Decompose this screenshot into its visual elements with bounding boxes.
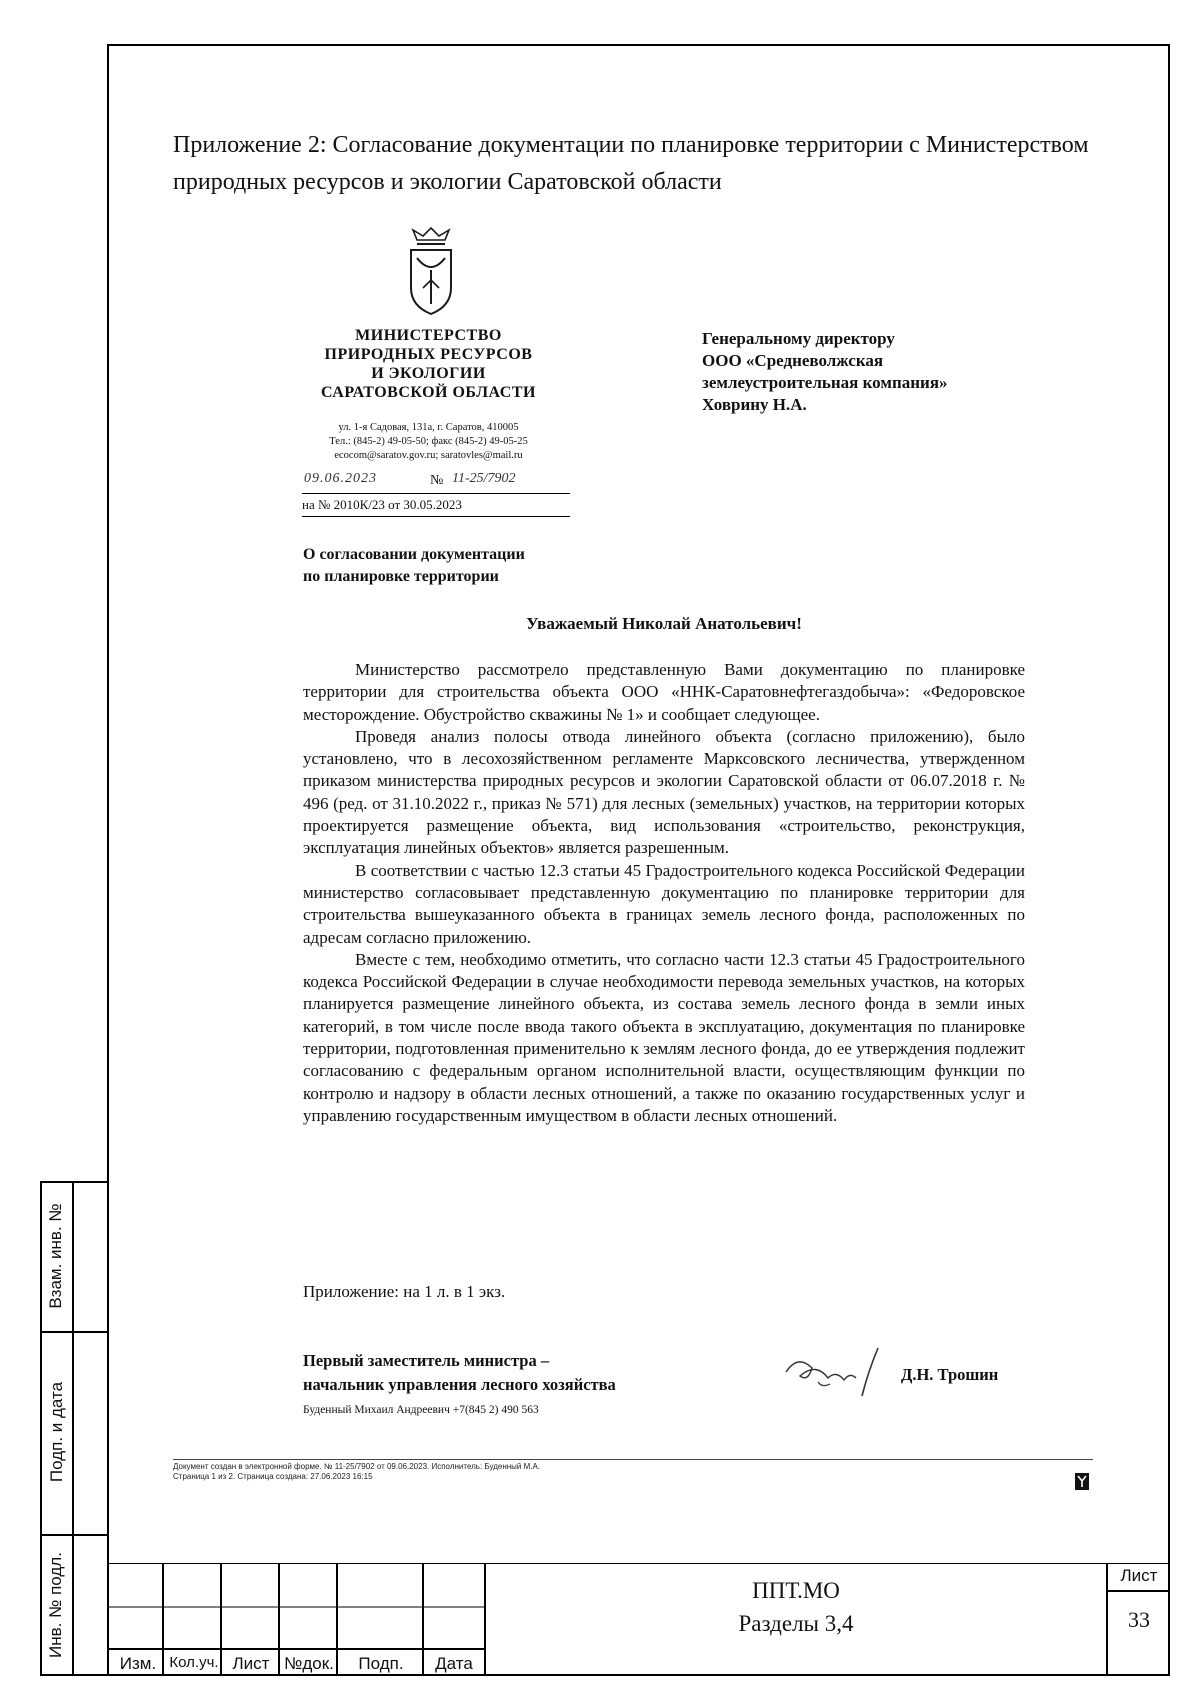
signatory-line: начальник управления лесного хозяйства (303, 1375, 616, 1394)
stamp-col-podp: Подп. (358, 1654, 404, 1673)
attachment-note: Приложение: на 1 л. в 1 экз. (303, 1282, 506, 1301)
footer-line: Документ создан в электронной форме. № 11-25/7902 от 09.06.2023. Исполнитель: Буденный М.А. (173, 1462, 541, 1471)
handwritten-signature (778, 1342, 898, 1404)
recipient-block (702, 328, 1022, 416)
recipient-line: землеустроительная компания» (702, 373, 948, 392)
ministry-address (296, 421, 561, 463)
ministry-line: САРАТОВСКОЙ ОБЛАСТИ (321, 384, 536, 401)
outgoing-date: 09.06.2023 (304, 471, 377, 486)
appendix-title: Приложение 2: Согласование документации по планировке территории с Министерством природных ресурсов и экологии Саратовской области (173, 132, 1089, 195)
stamp-col-list: Лист (232, 1654, 270, 1673)
podp-data-label: Подп. и дата (47, 1381, 66, 1483)
electronic-doc-footer (173, 1462, 873, 1482)
ministry-header (296, 326, 561, 402)
letter-greeting: Уважаемый Николай Анатольевич! (526, 614, 802, 633)
vzam-inv-label: Взам. инв. № (46, 1203, 65, 1309)
outgoing-number: 11-25/7902 (452, 471, 516, 486)
body-paragraph: В соответствии с частью 12.3 статьи 45 Градостроительного кодекса Российской Федерации министерство согласовывает представленную документацию по планировке территории для строительства вышеуказанного объекта в границах земель лесного фонда, расположенных по адресам согласно приложению. (303, 860, 1025, 947)
subject-line: О согласовании документации (303, 546, 525, 563)
barcode-marker-icon (1075, 1473, 1089, 1490)
side-strip-inner-line (72, 1181, 74, 1676)
executor-contact: Буденный Михаил Андреевич +7(845 2) 490 563 (303, 1404, 539, 1416)
footer-rule (173, 1459, 1093, 1460)
subject-line: по планировке территории (303, 568, 499, 585)
letter-subject (303, 544, 643, 588)
address-line: ул. 1-я Садовая, 131а, г. Саратов, 410005 (338, 422, 519, 433)
outgoing-no-label: № (430, 473, 444, 488)
recipient-line: Ховрину Н.А. (702, 395, 807, 414)
side-strip-divider (40, 1331, 109, 1333)
stamp-col-izm: Изм. (119, 1654, 157, 1673)
ministry-line: И ЭКОЛОГИИ (371, 365, 486, 382)
stamp-col-data: Дата (435, 1654, 473, 1673)
document-code: ППТ.МО (752, 1578, 840, 1603)
side-strip-left-border (40, 1181, 42, 1676)
footer-line: Страница 1 из 2. Страница создана: 27.06.2023 16:15 (173, 1472, 373, 1481)
sheet-number: 33 (1128, 1607, 1150, 1632)
ministry-line: ПРИРОДНЫХ РЕСУРСОВ (324, 346, 533, 363)
coat-of-arms-icon (403, 226, 459, 316)
stamp-col-kolich: Кол.уч. (169, 1654, 219, 1671)
side-strip-divider (40, 1534, 109, 1536)
recipient-line: ООО «Средневолжская (702, 351, 884, 370)
reply-reference: на № 2010К/23 от 30.05.2023 (302, 497, 570, 517)
ministry-line: МИНИСТЕРСТВО (355, 327, 502, 344)
outgoing-reg-line (302, 471, 570, 494)
stamp-col-ndok: №док. (284, 1654, 334, 1673)
body-paragraph: Проведя анализ полосы отвода линейного объекта (согласно приложению), было установлено, что в лесохозяйственном регламенте Марксовского лесничества, утвержденном приказом министерства природных ресурсов и экологии Саратовской области от 06.07.2018 г. № 496 (ред. от 31.10.2022 г., приказ № 571) для лесных (земельных) участков, на территории которых проектируется размещение объекта, вид использования «строительство, реконструкция, эксплуатация линейных объектов» является разрешенным. (303, 726, 1025, 858)
signatory-name: Д.Н. Трошин (901, 1365, 999, 1384)
body-paragraph: Вместе с тем, необходимо отметить, что согласно части 12.3 статьи 45 Градостроительного кодекса Российской Федерации в случае необходимости перевода земельных участков, на которых планируется размещение линейного объекта, из состава земель лесного фонда в земли иных категорий, в том числе после ввода такого объекта в эксплуатацию, документация по планировке территории, подготовленная применительно к землям лесного фонда, до ее утверждения подлежит согласованию с федеральным органом исполнительной власти, осуществляющим функции по контролю и надзору в области лесных отношений, а также по оказанию государственных услуг и управлению государственным имуществом в области лесных отношений. (303, 949, 1025, 1125)
signatory-title (303, 1349, 753, 1397)
letter-body (303, 659, 1025, 1127)
sheet-label: Лист (1120, 1566, 1158, 1585)
side-strip-bottom-border (40, 1674, 109, 1676)
recipient-line: Генеральному директору (702, 329, 895, 348)
body-paragraph: Министерство рассмотрело представленную Вами документацию по планировке территории для строительства объекта ООО «ННК-Саратовнефтегаздобыча»: «Федоровское месторождение. Обустройство скважины № 1» и сообщает следующее. (303, 660, 1025, 724)
inv-podl-label: Инв. № подл. (46, 1552, 65, 1658)
address-line: ecocom@saratov.gov.ru; saratovles@mail.ru (334, 450, 523, 461)
signatory-line: Первый заместитель министра – (303, 1351, 550, 1370)
document-sections: Разделы 3,4 (738, 1611, 854, 1636)
address-line: Тел.: (845-2) 49-05-50; факс (845-2) 49-05-25 (329, 436, 528, 447)
